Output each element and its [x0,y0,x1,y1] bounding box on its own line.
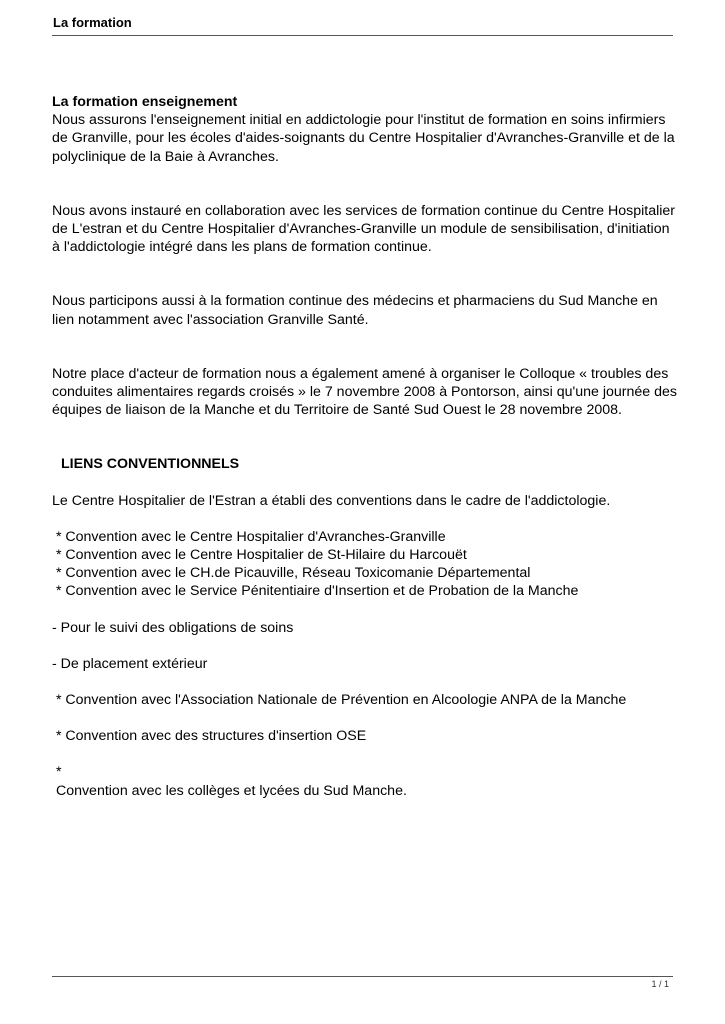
page-number: 1 / 1 [651,979,669,989]
section-heading: La formation enseignement [52,94,238,110]
footer-divider [52,976,673,977]
document-body [52,93,677,800]
dash-item-placement: - De placement extérieur [52,655,208,672]
convention-colleges: Convention avec les collèges et lycées du Sud Manche. [52,782,407,799]
convention-item: * Convention avec le Centre Hospitalier d'Avranches-Granville [52,528,446,545]
paragraph-colloque: Notre place d'acteur de formation nous a également amené à organiser le Colloque « troubles des conduites alimentaires regards croisés » le 7 novembre 2008 à Pontorson, ainsi qu'une journée des équipes de liaison de la Manche et du Territoire de Santé Sud Ouest le 28 novembre 2008. [52,365,677,419]
paragraph-collaboration: Nous avons instauré en collaboration avec les services de formation continue du Centre Hospitalier de L'estran et du Centre Hospitalier d'Avranches-Granville un module de sensibilisation, d'initiation à l'addictologie intégré dans les plans de formation continue. [52,202,676,256]
conventions-list [52,528,677,601]
dash-item-suivi: - Pour le suivi des obligations de soins [52,619,294,636]
paragraph-formation-continue: Nous participons aussi à la formation continue des médecins et pharmaciens du Sud Manche en lien notamment avec l'association Granville Santé. [52,293,658,328]
liens-intro: Le Centre Hospitalier de l'Estran a établi des conventions dans le cadre de l'addictologie. [52,492,611,509]
header-divider [52,35,673,36]
convention-ose: * Convention avec des structures d'insertion OSE [52,728,367,745]
convention-item: * Convention avec le Centre Hospitalier de St-Hilaire du Harcouët [52,547,467,564]
convention-bullet-star: * [52,764,62,781]
convention-anpa: * Convention avec l'Association Nationale de Prévention en Alcoologie ANPA de la Manche [52,692,627,709]
paragraph-enseignement: Nous assurons l'enseignement initial en addictologie pour l'institut de formation en soins infirmiers de Granville, pour les écoles d'aides-soignants du Centre Hospitalier d'Avranches-Granville et de la polyclinique de la Baie à Avranches. [52,112,675,165]
liens-heading: LIENS CONVENTIONNELS [61,456,240,473]
convention-item: * Convention avec le CH.de Picauville, Réseau Toxicomanie Départemental [52,565,531,582]
page-header-title: La formation [53,15,132,30]
convention-item: * Convention avec le Service Pénitentiaire d'Insertion et de Probation de la Manche [52,583,579,600]
